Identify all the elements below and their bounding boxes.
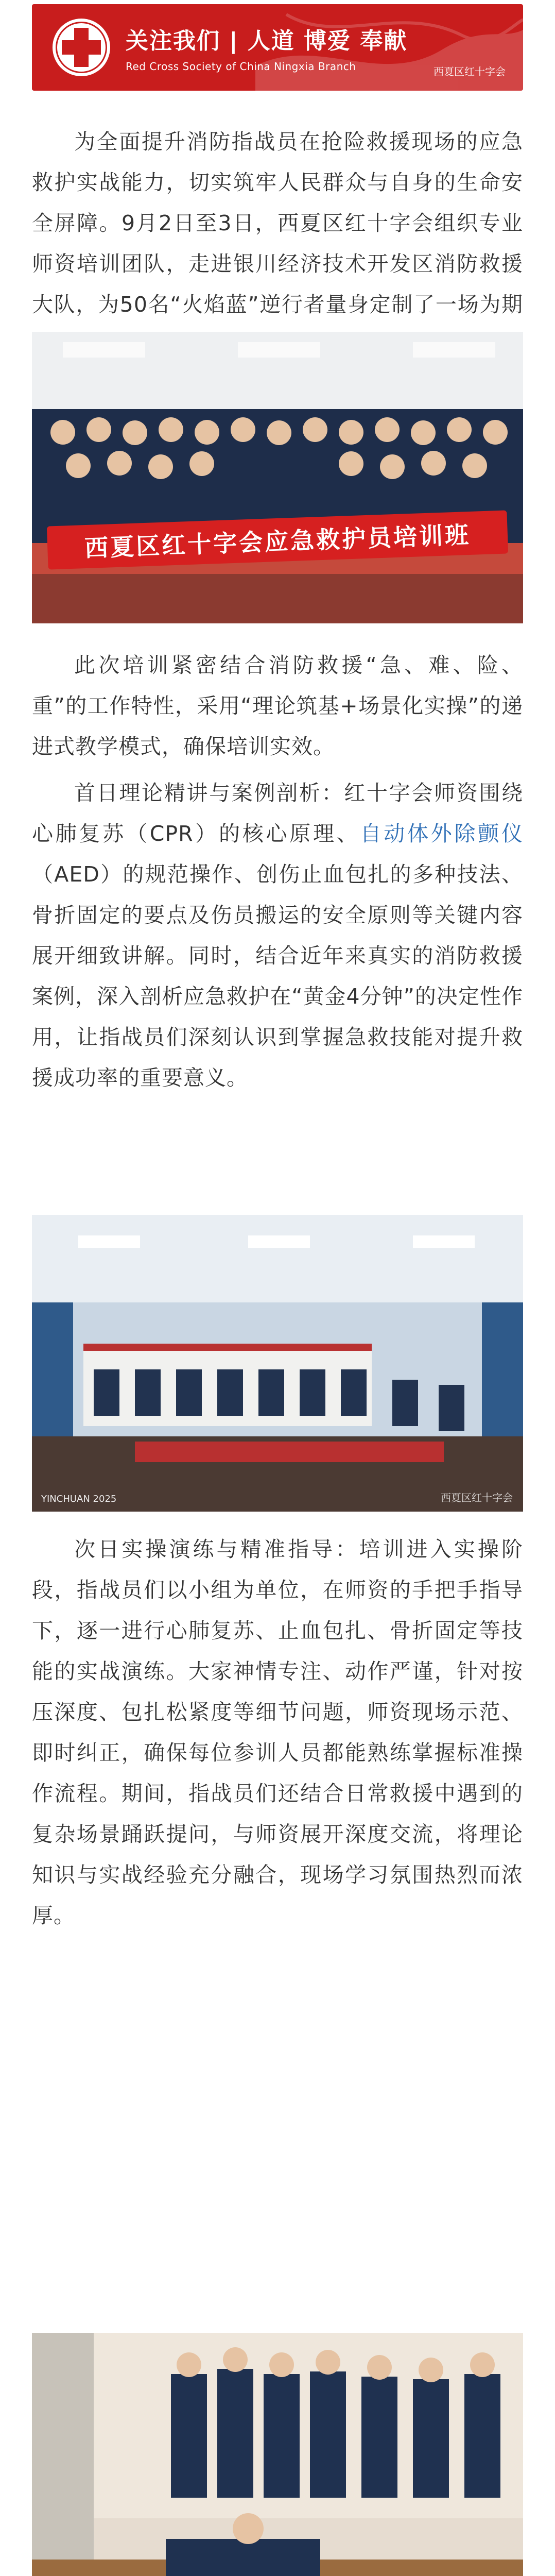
paragraph-day1-part1: 首日理论精讲与案例剖析：红十字会师资围绕心肺复苏（CPR）的核心原理、 — [32, 781, 523, 846]
photo-classroom — [32, 1215, 523, 1512]
paragraph-day1 — [32, 773, 523, 1098]
practice-photo-top-image — [32, 2333, 523, 2576]
classroom-watermark-left: YINCHUAN 2025 — [41, 1494, 117, 1504]
group-photo-image — [32, 332, 523, 623]
paragraph-day1-part2: （AED）的规范操作、创伤止血包扎的多种技法、骨折固定的要点及伤员搬运的安全原则等关键内容展开细致讲解。同时，结合近年来真实的消防救援案例，深入剖析应急救护在“黄金4分钟”的决定性作用，让指战员们深刻认识到掌握急救技能对提升救援成功率的重要意义。 — [32, 862, 523, 1090]
header-banner[interactable] — [32, 4, 523, 91]
classroom-watermark-right: 西夏区红十字会 — [441, 1492, 513, 1504]
paragraph-intro: 为全面提升消防指战员在抢险救援现场的应急救护实战能力，切实筑牢人民群众与自身的生命安全屏障。9月2日至3日，西夏区红十字会组织专业师资培训团队，走进银川经济技术开发区消防救援大队，为50名“火焰蓝”逆行者量身定制了一场为期 — [32, 129, 523, 317]
photo-practice-top — [32, 2333, 523, 2576]
red-cross-logo-icon — [53, 19, 110, 76]
classroom-photo-image — [32, 1215, 523, 1512]
header-org-en: Red Cross Society of China Ningxia Branch — [126, 60, 356, 73]
paragraph-day2: 次日实操演练与精准指导：培训进入实操阶段，指战员们以小组为单位，在师资的手把手指导下，逐一进行心肺复苏、止血包扎、骨折固定等技能的实战演练。大家神情专注、动作严谨，针对按压深度、包扎松紧度等细节问题，师资现场示范、即时纠正，确保每位参训人员都能熟练掌握标准操作流程。期间，指战员们还结合日常救援中遇到的复杂场景踊跃提问，与师资展开深度交流，将理论知识与实战经验充分融合，现场学习氛围热烈而浓厚。 — [32, 1537, 523, 1928]
header-tagline: 关注我们 | 人道 博爱 奉献 — [126, 28, 408, 54]
group-photo-banner: 西夏区红十字会应急救护员培训班 — [47, 510, 508, 569]
aed-link[interactable]: 自动体外除颤仪 — [360, 821, 524, 846]
paragraph-method: 此次培训紧密结合消防救援“急、难、险、重”的工作特性，采用“理论筑基+场景化实操”的递进式教学模式，确保培训实效。 — [32, 653, 523, 759]
photo-group — [32, 332, 523, 623]
header-text — [126, 22, 407, 73]
header-org-cn: 西夏区红十字会 — [433, 65, 506, 78]
